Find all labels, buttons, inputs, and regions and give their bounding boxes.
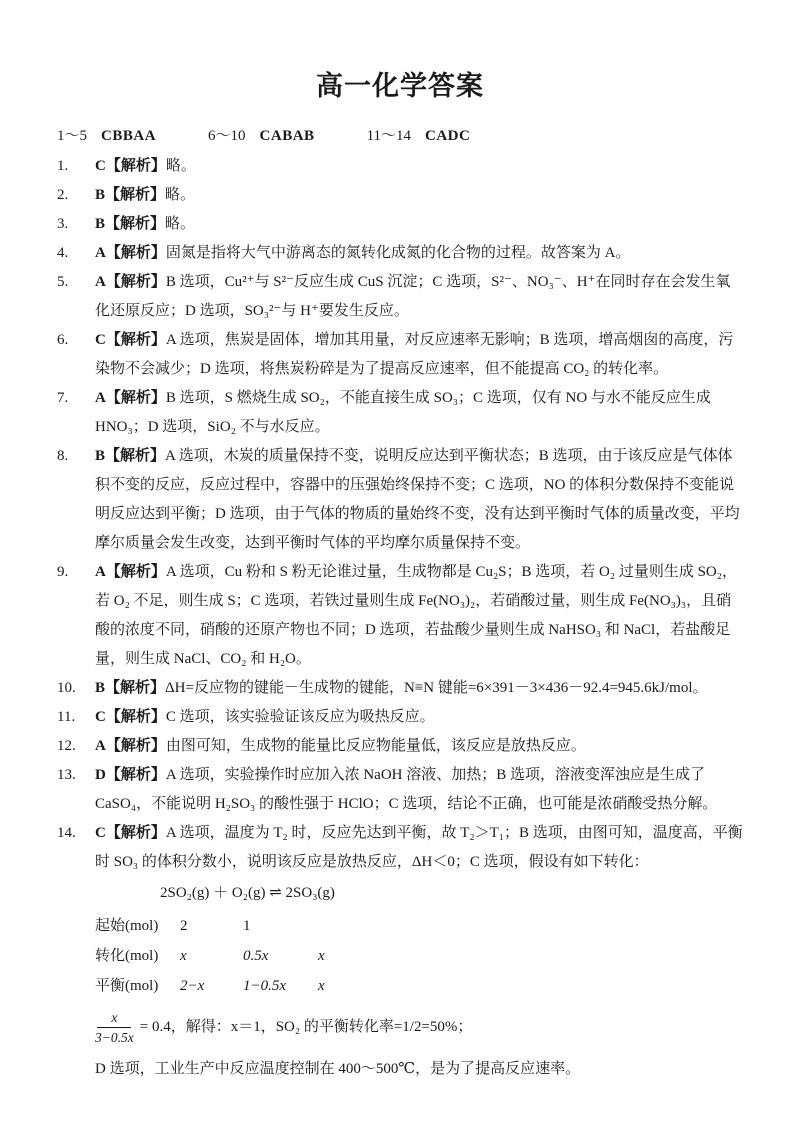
answer-item [57,442,743,558]
answer-key-letters: CADC [425,128,471,144]
item-body [95,674,743,703]
answer-item [57,558,743,674]
answer-item [57,181,743,210]
item-number: 9. [57,564,69,580]
item-explanation: B 选项，S 燃烧生成 SO₂，不能直接生成 SO₃；C 选项，仅有 NO 与水不能反应生成 HNO₃；D 选项，SiO₂ 不与水反应。 [95,390,711,435]
mol-cell: 0.5x [243,948,269,964]
mol-cell: 1−0.5x [243,978,287,994]
answer-item [57,152,743,181]
item-answer-letter: B【解析】 [95,216,166,232]
item14-d-option: D 选项，工业生产中反应温度控制在 400～500℃，是为了提高反应速率。 [95,1061,581,1077]
item-number: 1. [57,158,69,174]
mol-table-row [95,911,743,941]
item-number: 5. [57,274,69,290]
item-answer-letter: C【解析】 [95,709,166,725]
answer-item [57,268,743,326]
answer-key-range: 11～14 [366,128,412,144]
item-explanation: A 选项，温度为 T₂ 时，反应先达到平衡，故 T₂＞T₁；B 选项，由图可知，温度高，平衡时 SO₃ 的体积分数小，说明该反应是放热反应，ΔH＜0；C 选项，假设有如下转化： [95,825,743,870]
answer-item [57,761,743,819]
answer-key-range: 1～5 [57,128,88,144]
item-number: 10. [57,680,76,696]
mol-cell: 2−x [180,978,205,994]
item-explanation: ΔH=反应物的键能－生成物的键能，N≡N 键能=6×391－3×436－92.4=945.6kJ/mol。 [165,680,708,696]
answer-item [57,326,743,384]
item-answer-letter: B【解析】 [95,680,166,696]
item-number: 3. [57,216,69,232]
item-number: 12. [57,738,76,754]
mol-cell: x [318,948,325,964]
item-body [95,703,743,732]
fraction-numerator: x [97,1009,131,1028]
item-explanation: A 选项，实验操作时应加入浓 NaOH 溶液、加热；B 选项，溶液变浑浊应是生成了 CaSO₄，不能说明 H₂SO₃ 的酸性强于 HClO；C 选项，结论不正确，也可能是浓硝酸受热分解。 [95,767,718,812]
item-answer-letter: A【解析】 [95,274,166,290]
mol-table-row [95,941,743,971]
page-title: 高一化学答案 [316,71,484,101]
item-body [95,181,743,210]
item-explanation: C 选项，该实验验证该反应为吸热反应。 [165,709,435,725]
items-list [57,152,743,877]
item-number: 11. [57,709,76,725]
answer-key-row [57,122,743,151]
fraction [95,1009,134,1046]
item-answer-letter: A【解析】 [95,738,166,754]
item-answer-letter: C【解析】 [95,825,166,841]
answer-item [57,674,743,703]
item-body [95,761,743,819]
item-body [95,732,743,761]
item-explanation: 略。 [165,216,196,232]
item-explanation: B 选项，Cu²⁺与 S²⁻反应生成 CuS 沉淀；C 选项，S²⁻、NO₃⁻、H⁺在同时存在会发生氧化还原反应；D 选项，SO₃²⁻与 H⁺要发生反应。 [95,274,731,319]
item-body [95,442,743,558]
mol-row-label: 起始(mol) [95,918,159,934]
chem-equation: 2SO₂(g) ＋ O₂(g) ⇌ 2SO₃(g) [160,885,335,901]
answer-key-letters: CBBAA [101,128,157,144]
fraction-line [95,1009,743,1046]
answer-item [57,210,743,239]
item-explanation: 固氮是指将大气中游离态的氮转化成氮的化合物的过程。故答案为 A。 [165,245,631,261]
item14-work [95,879,743,1084]
item-number: 13. [57,767,76,783]
mol-row-label: 平衡(mol) [95,978,159,994]
answer-key-letters: CABAB [259,128,315,144]
item-number: 6. [57,332,69,348]
item-explanation: 由图可知，生成物的能量比反应物能量低，该反应是放热反应。 [165,738,586,754]
answer-item [57,732,743,761]
item-number: 8. [57,448,69,464]
item-body [95,210,743,239]
answer-key-group [57,122,156,151]
fraction-result-text: = 0.4，解得：x＝1，SO₂ 的平衡转化率=1/2=50%； [139,1019,473,1035]
mol-row-label: 转化(mol) [95,948,159,964]
answer-item [57,819,743,877]
item-answer-letter: B【解析】 [95,187,166,203]
item-body [95,326,743,384]
item-number: 4. [57,245,69,261]
item-number: 2. [57,187,69,203]
item-body [95,239,743,268]
item-explanation: A 选项，焦炭是固体，增加其用量，对反应速率无影响；B 选项，增高烟囱的高度，污染物不会减少；D 选项，将焦炭粉碎是为了提高反应速率，但不能提高 CO₂ 的转化率。 [95,332,734,377]
answer-key-group [208,122,315,151]
item-answer-letter: B【解析】 [95,448,166,464]
mol-table-row [95,971,743,1001]
item-explanation: 略。 [165,187,196,203]
item-answer-letter: A【解析】 [95,245,166,261]
mol-table [95,911,743,1001]
item-explanation: 略。 [165,158,196,174]
item-answer-letter: D【解析】 [95,767,166,783]
mol-cell: x [180,948,187,964]
answer-item [57,384,743,442]
mol-cell: x [318,978,325,994]
item-answer-letter: A【解析】 [95,390,166,406]
item-explanation: A 选项，木炭的质量保持不变，说明反应达到平衡状态；B 选项，由于该反应是气体体积不变的反应，反应过程中，容器中的压强始终保持不变；C 选项，NO 的体积分数保持不变能说明反应达到平衡；D 选项，由于气体的物质的量始终不变，没有达到平衡时气体的质量改变，平均摩尔质量会发生改变，达到平衡时气体的平均摩尔质量保持不变。 [95,448,740,551]
mol-cell: 1 [243,918,251,934]
item-body [95,152,743,181]
fraction-denominator: 3−0.5x [95,1030,134,1045]
item-body [95,384,743,442]
item-number: 7. [57,390,69,406]
answer-key-range: 6～10 [208,128,246,144]
item-answer-letter: A【解析】 [95,564,166,580]
item-explanation: A 选项，Cu 粉和 S 粉无论谁过量，生成物都是 Cu₂S；B 选项，若 O₂ 过量则生成 SO₂，若 O₂ 不足，则生成 S；C 选项，若铁过量则生成 Fe(NO₃)₂，若硝酸过量，则生成 Fe(NO₃)₃，且硝酸的浓度不同，硝酸的还原产物也不同；D 选项，若盐酸少量则生成 NaHSO₃ 和 NaCl，若盐酸足量，则生成 NaCl、CO₂ 和 H₂O。 [95,564,737,667]
item-body [95,819,743,877]
answer-item [57,703,743,732]
item-body [95,558,743,674]
item-number: 14. [57,825,76,841]
answer-key-group [367,122,471,151]
mol-cell: 2 [180,918,188,934]
item-body [95,268,743,326]
item-answer-letter: C【解析】 [95,158,166,174]
item-answer-letter: C【解析】 [95,332,166,348]
answer-item [57,239,743,268]
